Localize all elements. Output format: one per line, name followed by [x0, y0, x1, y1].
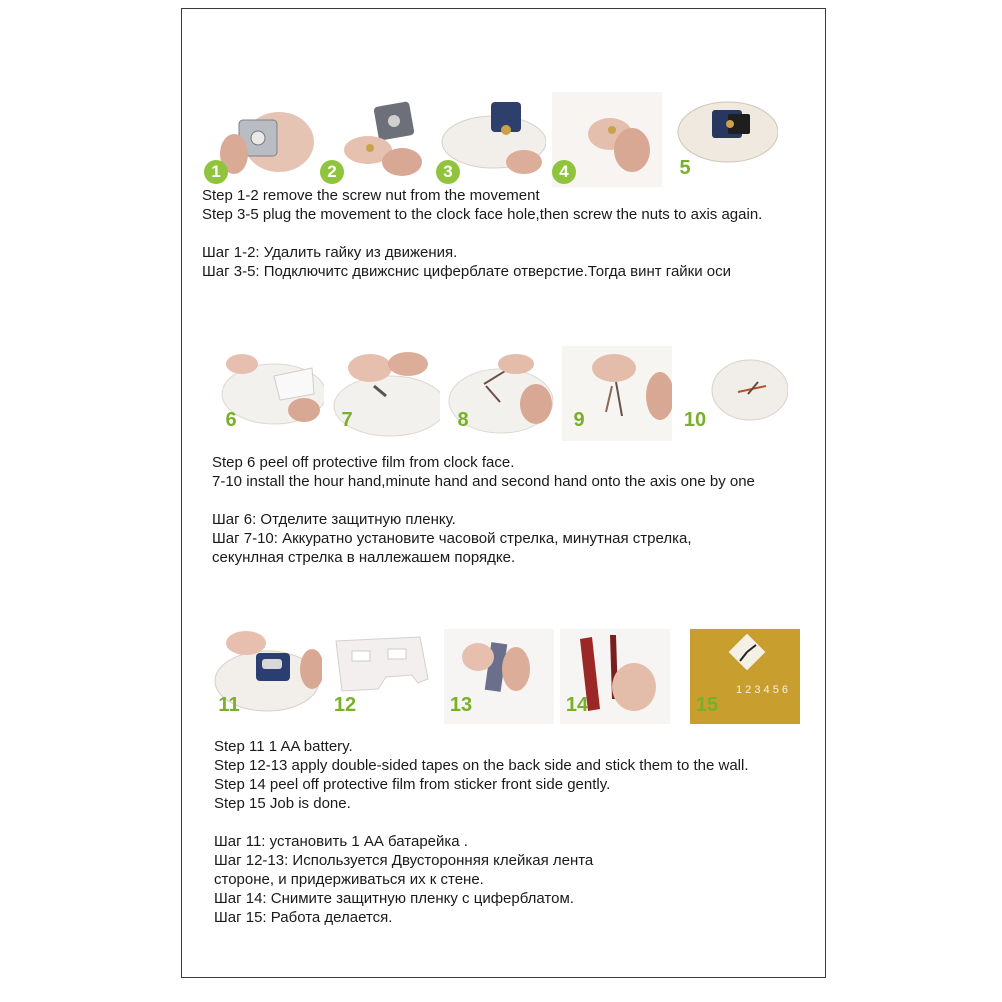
step-3: [436, 92, 546, 187]
instruction-line: Step 11 1 AA battery.: [214, 738, 353, 755]
instruction-line: Шаг 11: установить 1 АА батарейка .: [214, 833, 468, 850]
step-number-badge: 6: [225, 409, 237, 431]
instruction-line: Step 12-13 apply double-sided tapes on the back side and stick them to the wall.: [214, 757, 749, 774]
steps-row-2: [182, 346, 825, 441]
step-number-badge: 2: [320, 160, 344, 184]
instruction-line: Шаг 7-10: Аккуратно установите часовой стрелка, минутная стрелка,: [212, 530, 692, 547]
step-4: [552, 92, 662, 187]
instruction-line: Шаг 12-13: Используется Двусторонняя клейкая лента: [214, 852, 594, 869]
step-9: [562, 346, 672, 441]
step-number-badge: 7: [341, 409, 353, 431]
step-number-badge: 9: [573, 409, 585, 431]
step-2: [320, 92, 430, 187]
section-1-text: [202, 186, 762, 281]
instruction-line: Step 6 peel off protective film from clock face.: [212, 454, 515, 471]
step-1: [204, 92, 314, 187]
steps-row-3: [182, 629, 825, 724]
step-7: [330, 346, 440, 441]
step-12: [328, 629, 438, 724]
step-number-badge: 1: [204, 160, 228, 184]
sticker-numbers: 1 2 3 4 5 6: [736, 684, 788, 696]
instruction-line: секунлная стрелка в наллежашем порядке.: [212, 549, 516, 566]
section-2-text: [212, 453, 755, 567]
step-5: [668, 92, 778, 187]
instruction-line: стороне, и придерживаться их к стене.: [214, 871, 484, 888]
instruction-line: Шаг 15: Работа делается.: [214, 909, 393, 926]
step-10: [678, 346, 788, 441]
step-number-badge: 10: [683, 409, 707, 431]
instruction-line: Шаг 6: Отделите защитную пленку.: [212, 511, 456, 528]
step-6: [214, 346, 324, 441]
section-3-text: [214, 737, 749, 927]
step-8: [446, 346, 556, 441]
step-number-badge: 3: [436, 160, 460, 184]
instruction-line: Шаг 3-5: Подключитс движснис циферблате отверстие.Тогда винт гайки оси: [202, 263, 731, 280]
instruction-line: Шаг 14: Снимите защитную пленку с циферблатом.: [214, 890, 574, 907]
step-number-badge: 5: [679, 157, 691, 179]
instruction-line: Step 3-5 plug the movement to the clock face hole,then screw the nuts to axis again.: [202, 206, 763, 223]
instruction-line: Step 15 Job is done.: [214, 795, 351, 812]
step-14: [560, 629, 670, 724]
step-number-badge: 13: [449, 694, 473, 716]
step-15: [690, 629, 800, 724]
step-number-badge: 11: [218, 694, 240, 716]
step-number-badge: 15: [695, 694, 719, 716]
step-number-badge: 12: [333, 694, 357, 716]
instruction-line: Шаг 1-2: Удалить гайку из движения.: [202, 244, 458, 261]
instruction-line: 7-10 install the hour hand,minute hand and second hand onto the axis one by one: [212, 473, 755, 490]
steps-row-1: [182, 92, 825, 187]
instruction-line: Step 1-2 remove the screw nut from the movement: [202, 187, 540, 204]
step-number-badge: 4: [552, 160, 576, 184]
instruction-sheet: [181, 8, 826, 978]
step-number-badge: 14: [565, 694, 589, 716]
instruction-line: Step 14 peel off protective film from sticker front side gently.: [214, 776, 611, 793]
step-11: [212, 629, 322, 724]
step-number-badge: 8: [457, 409, 469, 431]
step-13: [444, 629, 554, 724]
